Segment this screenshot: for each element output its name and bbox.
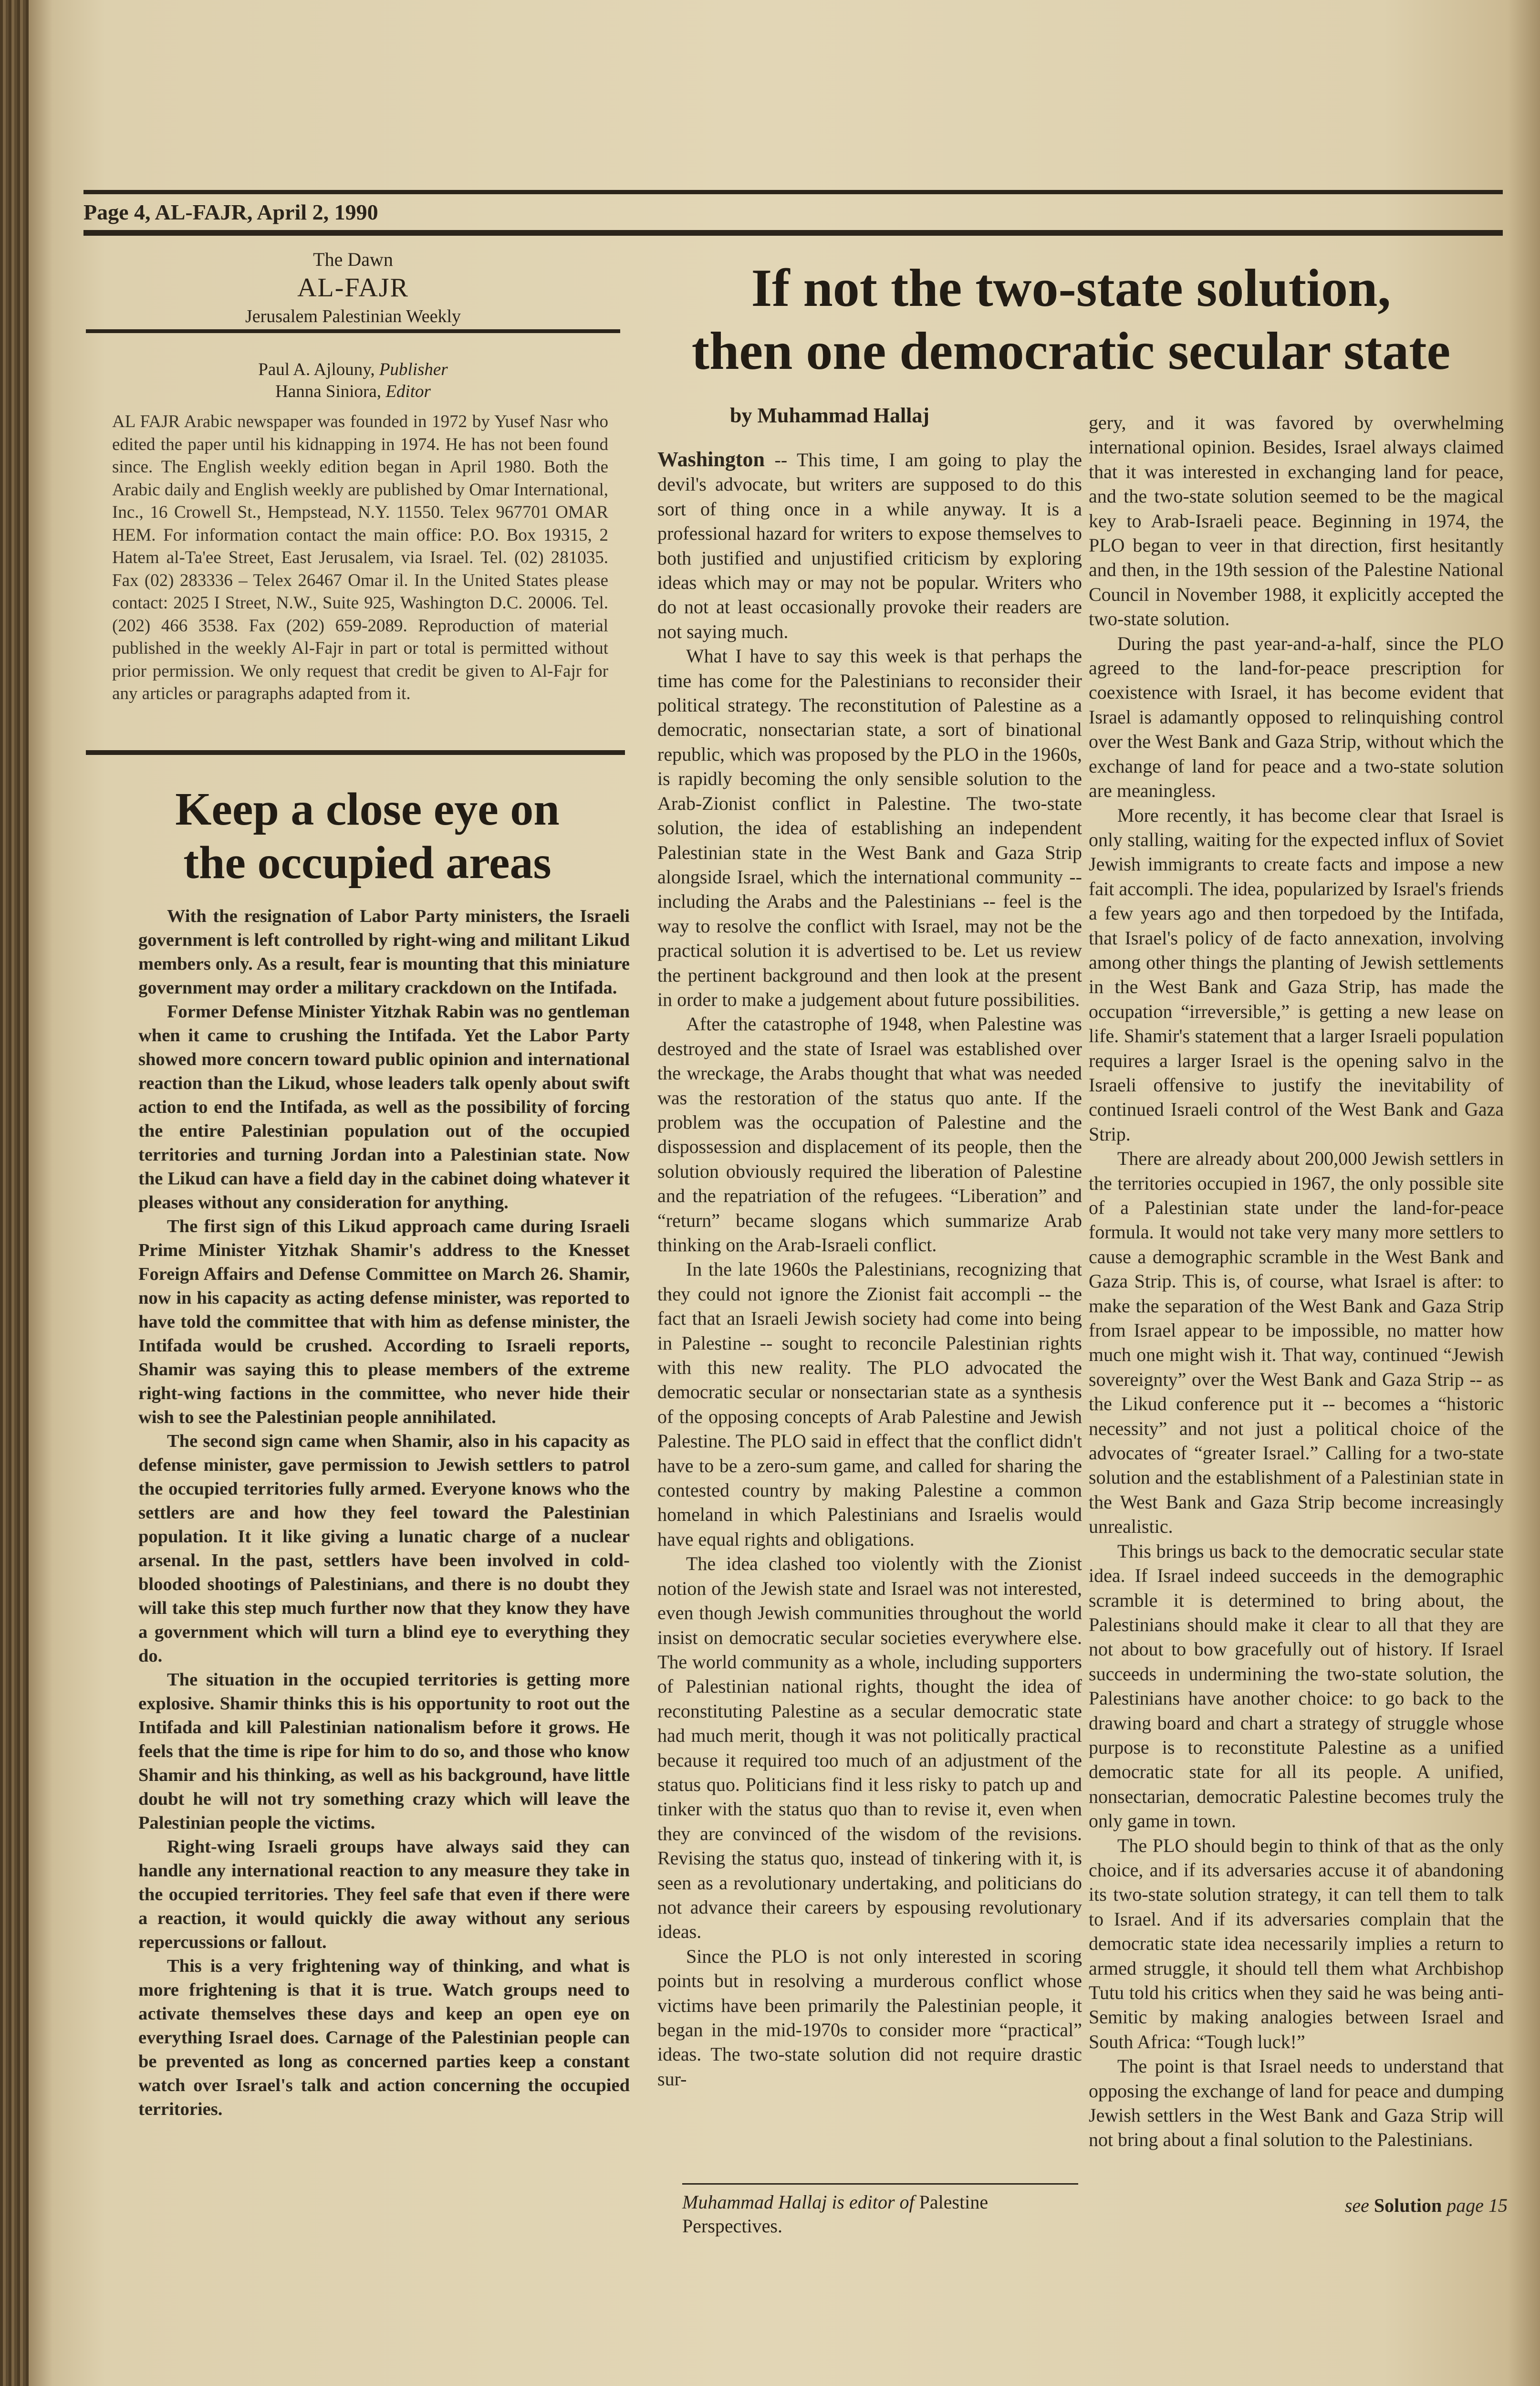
jump-see: see — [1344, 2195, 1369, 2216]
publisher-name: Paul A. Ajlouny, — [258, 360, 375, 379]
editorial-paragraph: With the resignation of Labor Party ministers, the Israeli government is left controlled by right-wing and militant Likud members only. As a result, fear is mounting that this miniature government may order a military crackdown on the Intifada. — [138, 906, 630, 998]
publication-notice: AL FAJR Arabic newspaper was founded in 1972 by Yusef Nasr who edited the paper until his kidnapping in 1974. He has not been found since. The English weekly edition began in April 1980. Both the Arabic daily and English weekly are published by Omar International, Inc., 16 Crowell St., Hempstead, N.Y. 11550. Telex 967701 OMAR HEM. For information contact the main office: P.O. Box 19315, 2 Hatem al-Ta'ee Street, East Jerusalem, via Israel. Tel. (02) 281035. Fax (02) 283336 – Telex 26467 Omar il. In the United States please contact: 2025 I Street, N.W., Suite 925, Washington D.C. 20006. Tel. (202) 466 3538. Fax (202) 659-2089. Reproduction of material published in the weekly Al-Fajr in part or total is permitted without prior permission. We only request that credit be given to Al-Fajr for any articles or paragraphs adapted from it. — [112, 412, 608, 703]
article-column-middle — [657, 447, 1082, 2091]
article-paragraph: More recently, it has become clear that Israel is only stalling, waiting for the expected influx of Soviet Jewish immigrants to create facts and impose a new fait accompli. The idea, popularized by Israel's friends a few years ago and then torpedoed by the Intifada, that Israel's policy of de facto annexation, involving among other things the planting of Jewish settlements in the West Bank and Gaza Strip, has made the occupation “irreversible,” is getting a new lease on life. Shamir's statement that a larger Israeli population requires a larger Israel is the opening salvo in the Israeli offensive to justify the inevitability of continued Israeli control of the West Bank and Gaza Strip. — [1089, 804, 1504, 1145]
page-binding — [0, 0, 29, 2386]
continuation-jump[interactable] — [1240, 2194, 1508, 2217]
masthead-name: AL-FAJR — [297, 273, 409, 303]
article-paragraph: The PLO should begin to think of that as the only choice, and if its adversaries accuse it of abandoning its two-state solution strategy, it can tell them to talk to Israel. And if its adversaries complain that the democratic state idea necessarily implies a return to armed struggle, it should tell them what Archbishop Tutu told his critics when they said he was being anti-Semitic by making analogies between Israel and South Africa: “Tough luck!” — [1089, 1834, 1504, 2052]
editorial-headline — [110, 783, 625, 890]
top-rule — [83, 190, 1503, 194]
page-dateline: Page 4, AL-FAJR, April 2, 1990 — [83, 200, 378, 224]
article-dateline: Washington — [657, 448, 765, 471]
dateline-rule — [83, 230, 1503, 236]
publisher-line — [86, 359, 620, 381]
editorial-paragraph: The first sign of this Likud approach came during Israeli Prime Minister Yitzhak Shamir's address to the Knesset Foreign Affairs and Defense Committee on March 26. Shamir, now in his capacity as acting defense minister, was reported to have told the committee that with him as defense minister, the Intifada would be crushed. According to Israeli reports, Shamir was saying this to please members of the extreme right-wing factions in the committee, who never hide their wish to see the Palestinian people annihilated. — [138, 1216, 630, 1427]
article-paragraph: gery, and it was favored by overwhelming international opinion. Besides, Israel always claimed that it was interested in exchanging land for peace, and the two-state solution seemed to be the magical key to Arab-Israeli peace. Beginning in 1974, the PLO began to veer in that direction, first hesitantly and then, in the 19th session of the Palestine National Council in November 1988, it explicitly accepted the two-state solution. — [1089, 412, 1504, 630]
editorial-paragraph: The second sign came when Shamir, also in his capacity as defense minister, gave permission to Jewish settlers to patrol the occupied territories fully armed. Everyone knows who the settlers are and how they feel toward the Palestinian population. It it like giving a lunatic charge of a nuclear arsenal. In the past, settlers have been involved in cold-blooded shootings of Palestinians, and there is no doubt they will take this step much further now that they know they have a government which will turn a blind eye to everything they do. — [138, 1431, 630, 1666]
article-paragraph: During the past year-and-a-half, since the PLO agreed to the land-for-peace prescription for coexistence with Israel, it has become evident that Israel is adamantly opposed to relinquishing control over the West Bank and Gaza Strip, without which the exchange of land for peace and a two-state solution are meaningless. — [1089, 632, 1504, 802]
author-footnote — [682, 2190, 1093, 2238]
jump-target: Solution — [1374, 2195, 1442, 2216]
footnote-publication: Palestine Perspectives. — [682, 2191, 989, 2237]
editor-role: Editor — [385, 382, 431, 401]
editorial-body — [138, 904, 630, 2121]
staff-box — [86, 359, 620, 403]
footnote-author: Muhammad Hallaj is editor of — [682, 2191, 915, 2213]
article-paragraph: The idea clashed too violently with the Zionist notion of the Jewish state and Israel was not interested, even though Jewish communities throughout the world insist on democratic secular societies everywhere else. The world community as a whole, including supporters of Palestinian national rights, thought the idea of reconstituting Palestine as a secular democratic state had much merit, though it was not politically practical because it required too much of an adjustment of the status quo. Politicians find it less risky to patch up and tinker with the status quo than to revise it, even when they are convinced of the wisdom of the revisions. Revising the status quo, instead of tinkering with it, is seen as a revolutionary undertaking, and politicians do not advance their careers by espousing revolutionary ideas. — [657, 1553, 1082, 1943]
editor-line — [86, 381, 620, 403]
article-lead-text: -- This time, I am going to play the devil's advocate, but writers are supposed to do this sort of thing once in a while anyway. It is a professional hazard for writers to expose themselves to both justified and unjustified criticism by exploring ideas which may or may not be popular. Writers who do not at least occasionally provoke their readers are not saying much. — [657, 449, 1082, 642]
editor-name: Hanna Siniora, — [275, 382, 382, 401]
masthead-dawn: The Dawn — [313, 249, 393, 270]
article-headline — [658, 257, 1484, 383]
masthead-subtitle: Jerusalem Palestinian Weekly — [245, 306, 461, 326]
article-paragraph: After the catastrophe of 1948, when Palestine was destroyed and the state of Israel was established over the wreckage, the Arabs thought that what was needed was the restoration of the status quo ante. If the problem was the occupation of Palestine and the dispossession and displacement of its people, then the solution obviously required the liberation of Palestine and the repatriation of the refugees. “Liberation” and “return” became slogans which summarize Arab thinking on the Arab-Israeli conflict. — [657, 1013, 1082, 1256]
article-column-right — [1089, 410, 1504, 2152]
article-paragraph: What I have to say this week is that perhaps the time has come for the Palestinians to reconsider their political strategy. The reconstitution of Palestine as a democratic, nonsectarian state, a sort of binational republic, which was proposed by the PLO in the 1960s, is rapidly becoming the only sensible solution to the Arab-Zionist conflict in Palestine. The two-state solution, the idea of establishing an independent Palestinian state in the West Bank and Gaza Strip alongside Israel, which the international community -- including the Arabs and the Palestinians -- feel is the way to resolve the conflict with Israel, may not be the practical solution it is advertised to be. Let us review the pertinent background and then look at the present in order to make a judgement about future possibilities. — [657, 645, 1082, 1010]
article-paragraph: In the late 1960s the Palestinians, recognizing that they could not ignore the Zionist fait accompli -- the fact that an Israeli Jewish society had come into being in Palestine -- sought to reconcile Palestinian rights with this new reality. The PLO advocated the democratic secular or nonsectarian state as a synthesis of the opposing concepts of Arab Palestine and Jewish Palestine. The PLO said in effect that the conflict didn't have to be a zero-sum game, and called for sharing the contested country by making Palestine a common homeland in which Palestinians and Israelis would have equal rights and obligations. — [657, 1258, 1082, 1550]
editorial-headline-line1: Keep a close eye on — [175, 784, 560, 835]
publisher-role: Publisher — [379, 360, 448, 379]
article-paragraph: There are already about 200,000 Jewish settlers in the territories occupied in 1967, the only possible site of a Palestinian state under the land-for-peace formula. It would not take very many more settlers to cause a demographic scramble in the West Bank and Gaza Strip. This is, of course, what Israel is after: to make the separation of the West Bank and Gaza Strip from Israel appear to be impossible, no matter how much one might wish it. That way, continued “Jewish sovereignty” over the West Bank and Gaza Strip -- as the Likud conference put it -- becomes a “historic necessity” and not just a political choice of the advocates of “greater Israel.” Calling for a two-state solution and the establishment of a Palestinian state in the West Bank and Gaza Strip become increasingly unrealistic. — [1089, 1148, 1504, 1538]
editorial-paragraph: The situation in the occupied territories is getting more explosive. Shamir thinks this is his opportunity to root out the Intifada and kill Palestinian nationalism before it grows. He feels that the time is ripe for him to do so, and those who know Shamir and his thinking, as well as his background, have little doubt he will not try something crazy which will leave the Palestinian people the victims. — [138, 1670, 630, 1833]
article-paragraph: Since the PLO is not only interested in scoring points but in resolving a murderous conflict whose victims have been primarily the Palestinian people, it began in the mid-1970s to consider more “practical” ideas. The two-state solution did not require drastic sur- — [657, 1945, 1082, 2090]
jump-page: page 15 — [1446, 2195, 1508, 2216]
editorial-paragraph: This is a very frightening way of thinking, and what is more frightening is that it is true. Watch groups need to activate themselves these days and keep an open eye on everything Israel does. Carnage of the Palestinian people can be prevented as long as concerned parties keep a constant watch over Israel's talk and action concerning the occupied territories. — [138, 1956, 630, 2119]
article-paragraph: The point is that Israel needs to understand that opposing the exchange of land for peace and dumping Jewish settlers in the West Bank and Gaza Strip will not bring about a final solution to the Palestinians. — [1089, 2055, 1504, 2151]
article-lead-paragraph — [657, 447, 1082, 644]
masthead — [86, 248, 620, 327]
article-headline-line2: then one democratic secular state — [691, 322, 1451, 381]
masthead-rule — [86, 329, 620, 333]
footnote-rule — [682, 2183, 1078, 2185]
article-byline: by Muhammad Hallaj — [730, 404, 930, 427]
notice-rule — [86, 750, 625, 755]
editorial-headline-line2: the occupied areas — [183, 837, 551, 889]
article-headline-line1: If not the two-state solution, — [751, 259, 1391, 318]
article-paragraph: This brings us back to the democratic secular state idea. If Israel indeed succeeds in the demographic scramble it is determined to bring about, the Palestinians should make it clear to all that they are not about to bow gracefully out of history. If Israel succeeds in undermining the two-state solution, the Palestinians have another choice: to go back to the drawing board and chart a strategy of struggle whose purpose is to reconstitute Palestine as a unified democratic state for all its people. A unified, nonsectarian, democratic Palestine becomes truly the only game in town. — [1089, 1540, 1504, 1832]
editorial-paragraph: Former Defense Minister Yitzhak Rabin was no gentleman when it came to crushing the Intifada. Yet the Labor Party showed more concern toward public opinion and international reaction than the Likud, whose leaders talk openly about swift action to end the Intifada, as well as the possibility of forcing the entire Palestinian population out of the occupied territories and turning Jordan into a Palestinian state. Now the Likud can have a field day in the cabinet doing whatever it pleases without any consideration for anything. — [138, 1002, 630, 1213]
editorial-paragraph: Right-wing Israeli groups have always said they can handle any international reaction to any measure they take in the occupied territories. They feel safe that even if there were a reaction, it would quickly die away without any serious repercussions or fallout. — [138, 1837, 630, 1952]
